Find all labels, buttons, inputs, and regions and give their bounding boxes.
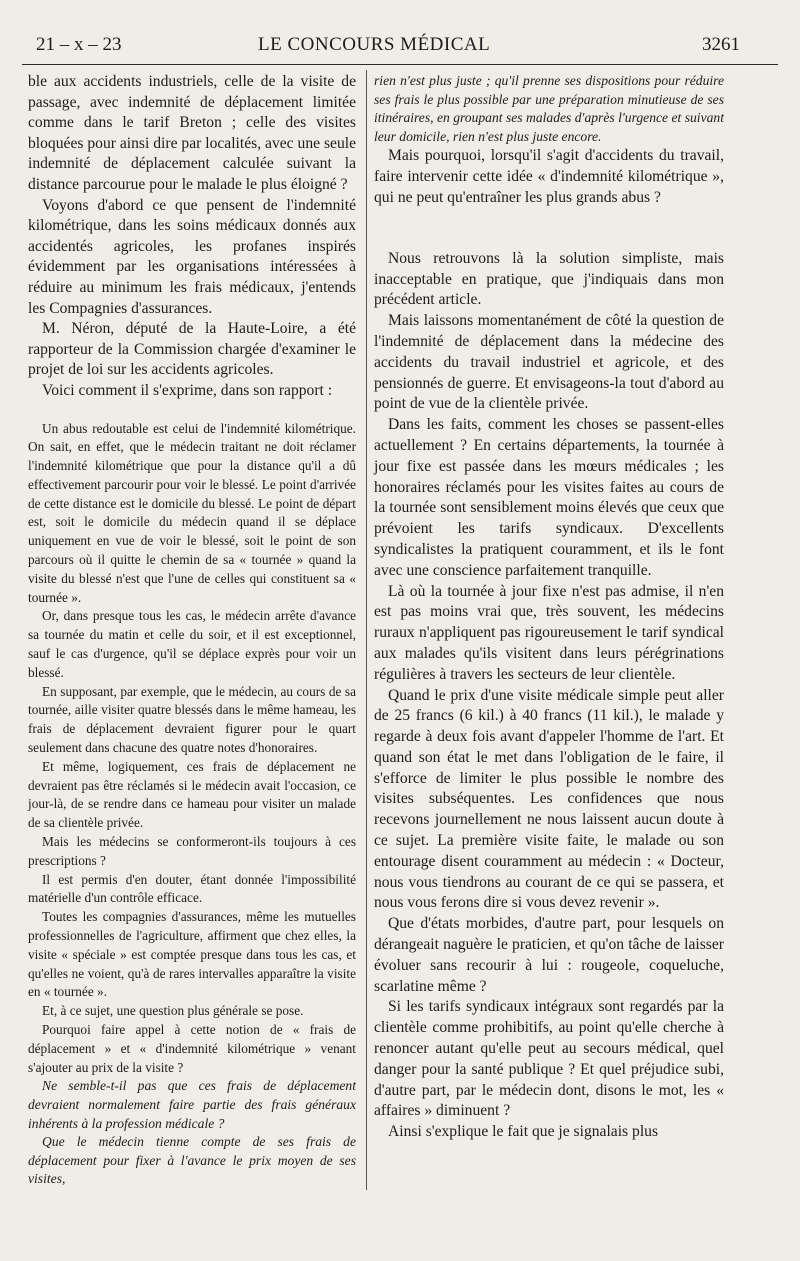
quoted-paragraph: Or, dans presque tous les cas, le médecin arrête d'avance sa tournée du matin et celle du soir, et il est exceptionnel, sauf le cas d'urgence, qu'il se déplace exprès pour voir un blessé. [28,608,356,680]
paragraph: Mais pourquoi, lorsqu'il s'agit d'accidents du travail, faire intervenir cette idée « d'indemnité kilométrique », qui ne peut qu'entraîner les plus grands abus ? [374,147,724,206]
page-number: 3261 [702,34,740,55]
paragraph: Là où la tournée à jour fixe n'est pas admise, il n'en est pas moins vrai que, très souvent, les médecins ruraux n'appliquent pas rigoureusement le tarif syndical aux malades qu'ils visitent dans leurs pérégrinations régulières à travers les secteurs de leur clientèle. [374,582,724,683]
paragraph: Quand le prix d'une visite médicale simple peut aller de 25 francs (6 kil.) à 40 francs (11 kil.), le malade y regarde à deux fois avant d'appeler l'homme de l'art. Et quand son état le met dans l'obligation de le faire, il s'efforce de limiter le plus possible le nombre des visites subséquentes. Les confidences que nous recevons journellement ne nous laissent aucun doute à ce sujet. La première visite faite, le malade ou son entourage disent couramment au médecin : « Docteur, nous vous tiendrons au courant de ce qui se passera, et nous vous ferons dire si vous devez revenir ». [374,686,724,912]
paragraph: Voici comment il s'exprime, dans son rapport : [42,381,333,399]
quoted-paragraph: En supposant, par exemple, que le médecin, au cours de sa tournée, aille visiter quatre blessés dans le même hameau, les frais de déplacement devraient figurer pour le quart seulement dans chacune des quatre notes d'honoraires. [28,683,356,756]
page-header [0,34,800,62]
paragraph: Mais laissons momentanément de côté la question de l'indemnité de déplacement dans la médecine des accidents du travail industriel et agricole, et des pensionnés de guerre. Et envisageons-la tout d'abord au point de vue de la clientèle privée. [374,312,724,413]
paragraph: ble aux accidents industriels, celle de la visite de passage, avec indemnité de déplacement limitée comme dans le tarif Breton ; celle des visites bloquées pour ainsi dire par localités, avec une seule indemnité de déplacement calculée suivant la distance parcourue pour le malade le plus éloigné ? [28,73,356,193]
issue-date: 21 – x – 23 [36,34,122,55]
italic-paragraph: Ne semble-t-il pas que ces frais de déplacement devraient normalement faire partie des frais généraux inhérents à la profession médicale ? [28,1078,356,1131]
right-column [374,72,724,1143]
quoted-paragraph: Un abus redoutable est celui de l'indemnité kilométrique. On sait, en effet, que le médecin traitant ne doit réclamer l'indemnité kilométrique que pour la distance qu'il a dû effectivement parcourir pour voir le blessé. Le point d'arrivée de cette distance est le domicile du blessé. Le point de départ est, soit le domicile du médecin quand il se déplace uniquement en vue de voir le blessé, soit le point de son parcours où il quitte le chemin de sa « tournée » quand la visite du blessé n'est que l'une de celles qui constituent sa « tournée ». [28,420,356,605]
quoted-paragraph: Et, à ce sujet, une question plus générale se pose. [42,1003,304,1019]
column-divider [366,70,367,1190]
paragraph: M. Néron, député de la Haute-Loire, a été rapporteur de la Commission chargée d'examiner le projet de loi sur les accidents agricoles. [28,320,356,379]
quoted-paragraph: Et même, logiquement, ces frais de déplacement ne devraient pas être réclamés si le médecin avait l'occasion, ce jour-là, de se rendre dans ce hameau pour visiter un malade de sa clientèle privée. [28,758,356,831]
paragraph: Voyons d'abord ce que pensent de l'indemnité kilométrique, dans les soins médicaux donnés aux accidentés agricoles, les profanes inspirés évidemment par les organisations intéressées à réduire au minimum les frais médicaux, j'entends les Compagnies d'assurances. [28,196,356,317]
paragraph: Si les tarifs syndicaux intégraux sont regardés par la clientèle comme prohibitifs, au point qu'elle cherche à renoncer autant qu'elle peut au secours médical, quel danger pour la santé publique ? Et quel préjudice subi, d'autre part, par le médecin dont, disons le mot, les « affaires » diminuent ? [374,998,724,1120]
italic-paragraph: Que le médecin tienne compte de ses frais de déplacement pour fixer à l'avance le prix moyen de ses visites, [28,1134,356,1187]
header-rule [22,64,778,65]
spacer [28,402,356,420]
paragraph: Ainsi s'explique le fait que je signalais plus [388,1123,659,1141]
paragraph: Dans les faits, comment les choses se passent-elles actuellement ? En certains départements, la tournée à jour fixe est passée dans les mœurs médicales ; les honoraires réclamés pour les visites faites au cours de la tournée sont sensiblement moins élevés que ceux que prévoient les tarifs syndicaux. D'excellents syndicalistes la pratiquent couramment, et ils le font avec une conscience parfaitement tranquille. [374,416,724,579]
quoted-paragraph: Toutes les compagnies d'assurances, même les mutuelles professionnelles de l'agriculture, affirment que chez elles, la visite « spéciale » est comptée presque dans tous les cas, et qu'elles ne voient, qu'à de rares intervalles apparaître la visite en « tournée ». [28,909,356,1000]
italic-paragraph: rien n'est plus juste ; qu'il prenne ses dispositions pour réduire ses frais le plus possible par une préparation minutieuse de ses itinéraires, en groupant ses malades d'après l'urgence et suivant leur domicile, rien n'est plus juste encore. [374,73,724,144]
left-column [28,72,356,1189]
paragraph: Que d'états morbides, d'autre part, pour lesquels on dérangeait naguère le praticien, et qu'on tâche de laisser évoluer sans recourir à lui : rougeole, coqueluche, scarlatine même ? [374,915,724,995]
quoted-paragraph: Pourquoi faire appel à cette notion de « frais de déplacement » et « d'indemnité kilométrique » venant s'ajouter au prix de la visite ? [28,1022,356,1075]
spacer [374,209,724,249]
journal-title: LE CONCOURS MÉDICAL [258,34,491,55]
quoted-paragraph: Mais les médecins se conformeront-ils toujours à ces prescriptions ? [28,834,356,868]
quoted-paragraph: Il est permis d'en douter, étant donnée l'impossibilité matérielle d'un contrôle efficace. [28,871,356,906]
paragraph: Nous retrouvons là la solution simpliste, mais inacceptable en pratique, que j'indiquais dans mon précédent article. [374,249,724,309]
